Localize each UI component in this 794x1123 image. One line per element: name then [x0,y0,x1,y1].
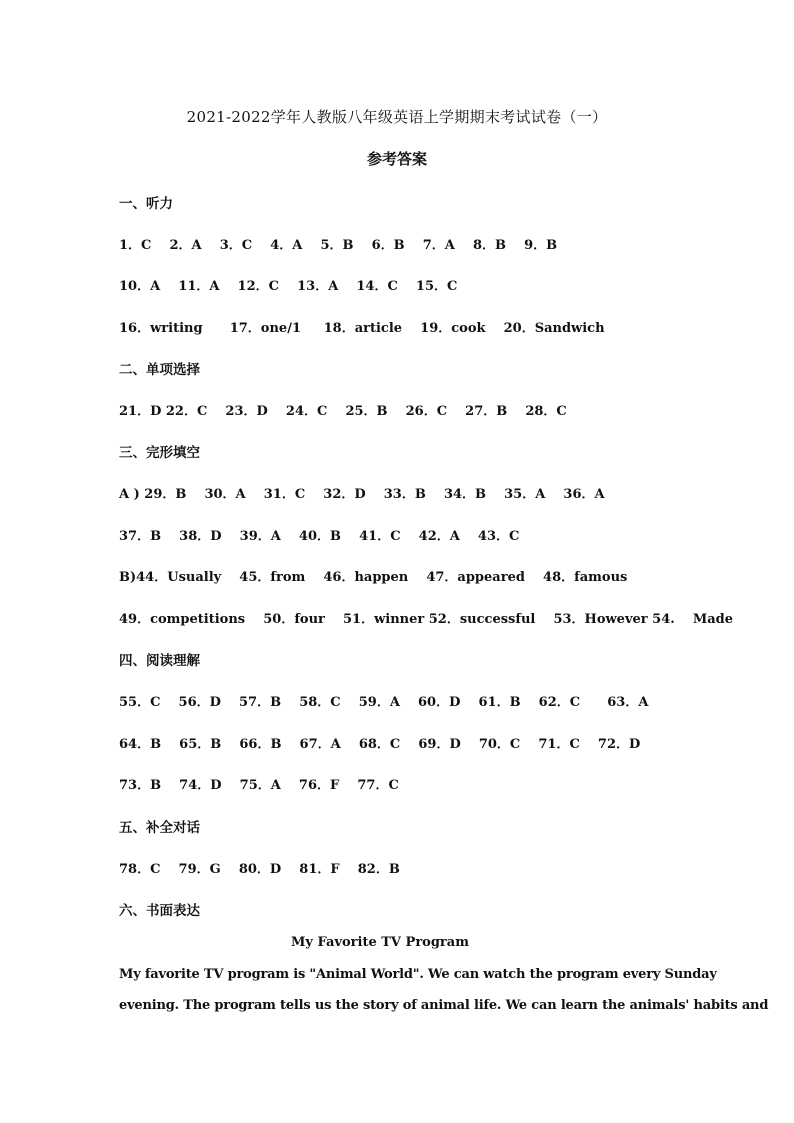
essay-line: evening. The program tells us the story of animal life. We can learn the animals' habits and [119,998,769,1013]
answer-line: 73．B 74．D 75．A 76．F 77．C [119,778,399,793]
answer-line: 16．writing 17．one/1 18．article 19．cook 20．Sandwich [119,321,605,336]
section-heading-reading: 四、阅读理解 [119,653,200,669]
essay-title: My Favorite TV Program [291,935,469,950]
section-heading-listening: 一、听力 [119,196,173,212]
answer-line: 78．C 79．G 80．D 81．F 82．B [119,862,400,877]
essay-line: My favorite TV program is "Animal World". We can watch the program every Sunday [119,967,717,982]
answer-line: A ) 29．B 30．A 31．C 32．D 33．B 34．B 35．A 36．A [119,487,605,502]
section-heading-single-choice: 二、单项选择 [119,362,200,378]
answer-line: 49．competitions 50．four 51．winner 52．successful 53．However 54. Made [119,612,734,627]
answer-line: 1．C 2．A 3．C 4．A 5．B 6．B 7．A 8．B 9．B [119,238,558,253]
answer-line: 21．D 22．C 23．D 24．C 25．B 26．C 27．B 28．C [119,404,567,419]
page-subtitle: 参考答案 [366,150,427,168]
page-title: 2021-2022学年人教版八年级英语上学期期末考试试卷（一） [186,108,608,126]
answer-line: 10．A 11．A 12．C 13．A 14．C 15．C [119,279,458,294]
answer-line: 55．C 56．D 57．B 58．C 59．A 60．D 61．B 62．C 63．A [119,695,649,710]
answer-line: B)44．Usually 45．from 46．happen 47．appeared 48．famous [119,570,628,585]
section-heading-writing: 六、书面表达 [119,903,200,919]
section-heading-dialogue: 五、补全对话 [119,820,200,836]
answer-line: 37．B 38．D 39．A 40．B 41．C 42．A 43．C [119,529,520,544]
section-heading-cloze: 三、完形填空 [119,445,200,461]
answer-line: 64．B 65．B 66．B 67．A 68．C 69．D 70．C 71．C 72．D [119,737,641,752]
